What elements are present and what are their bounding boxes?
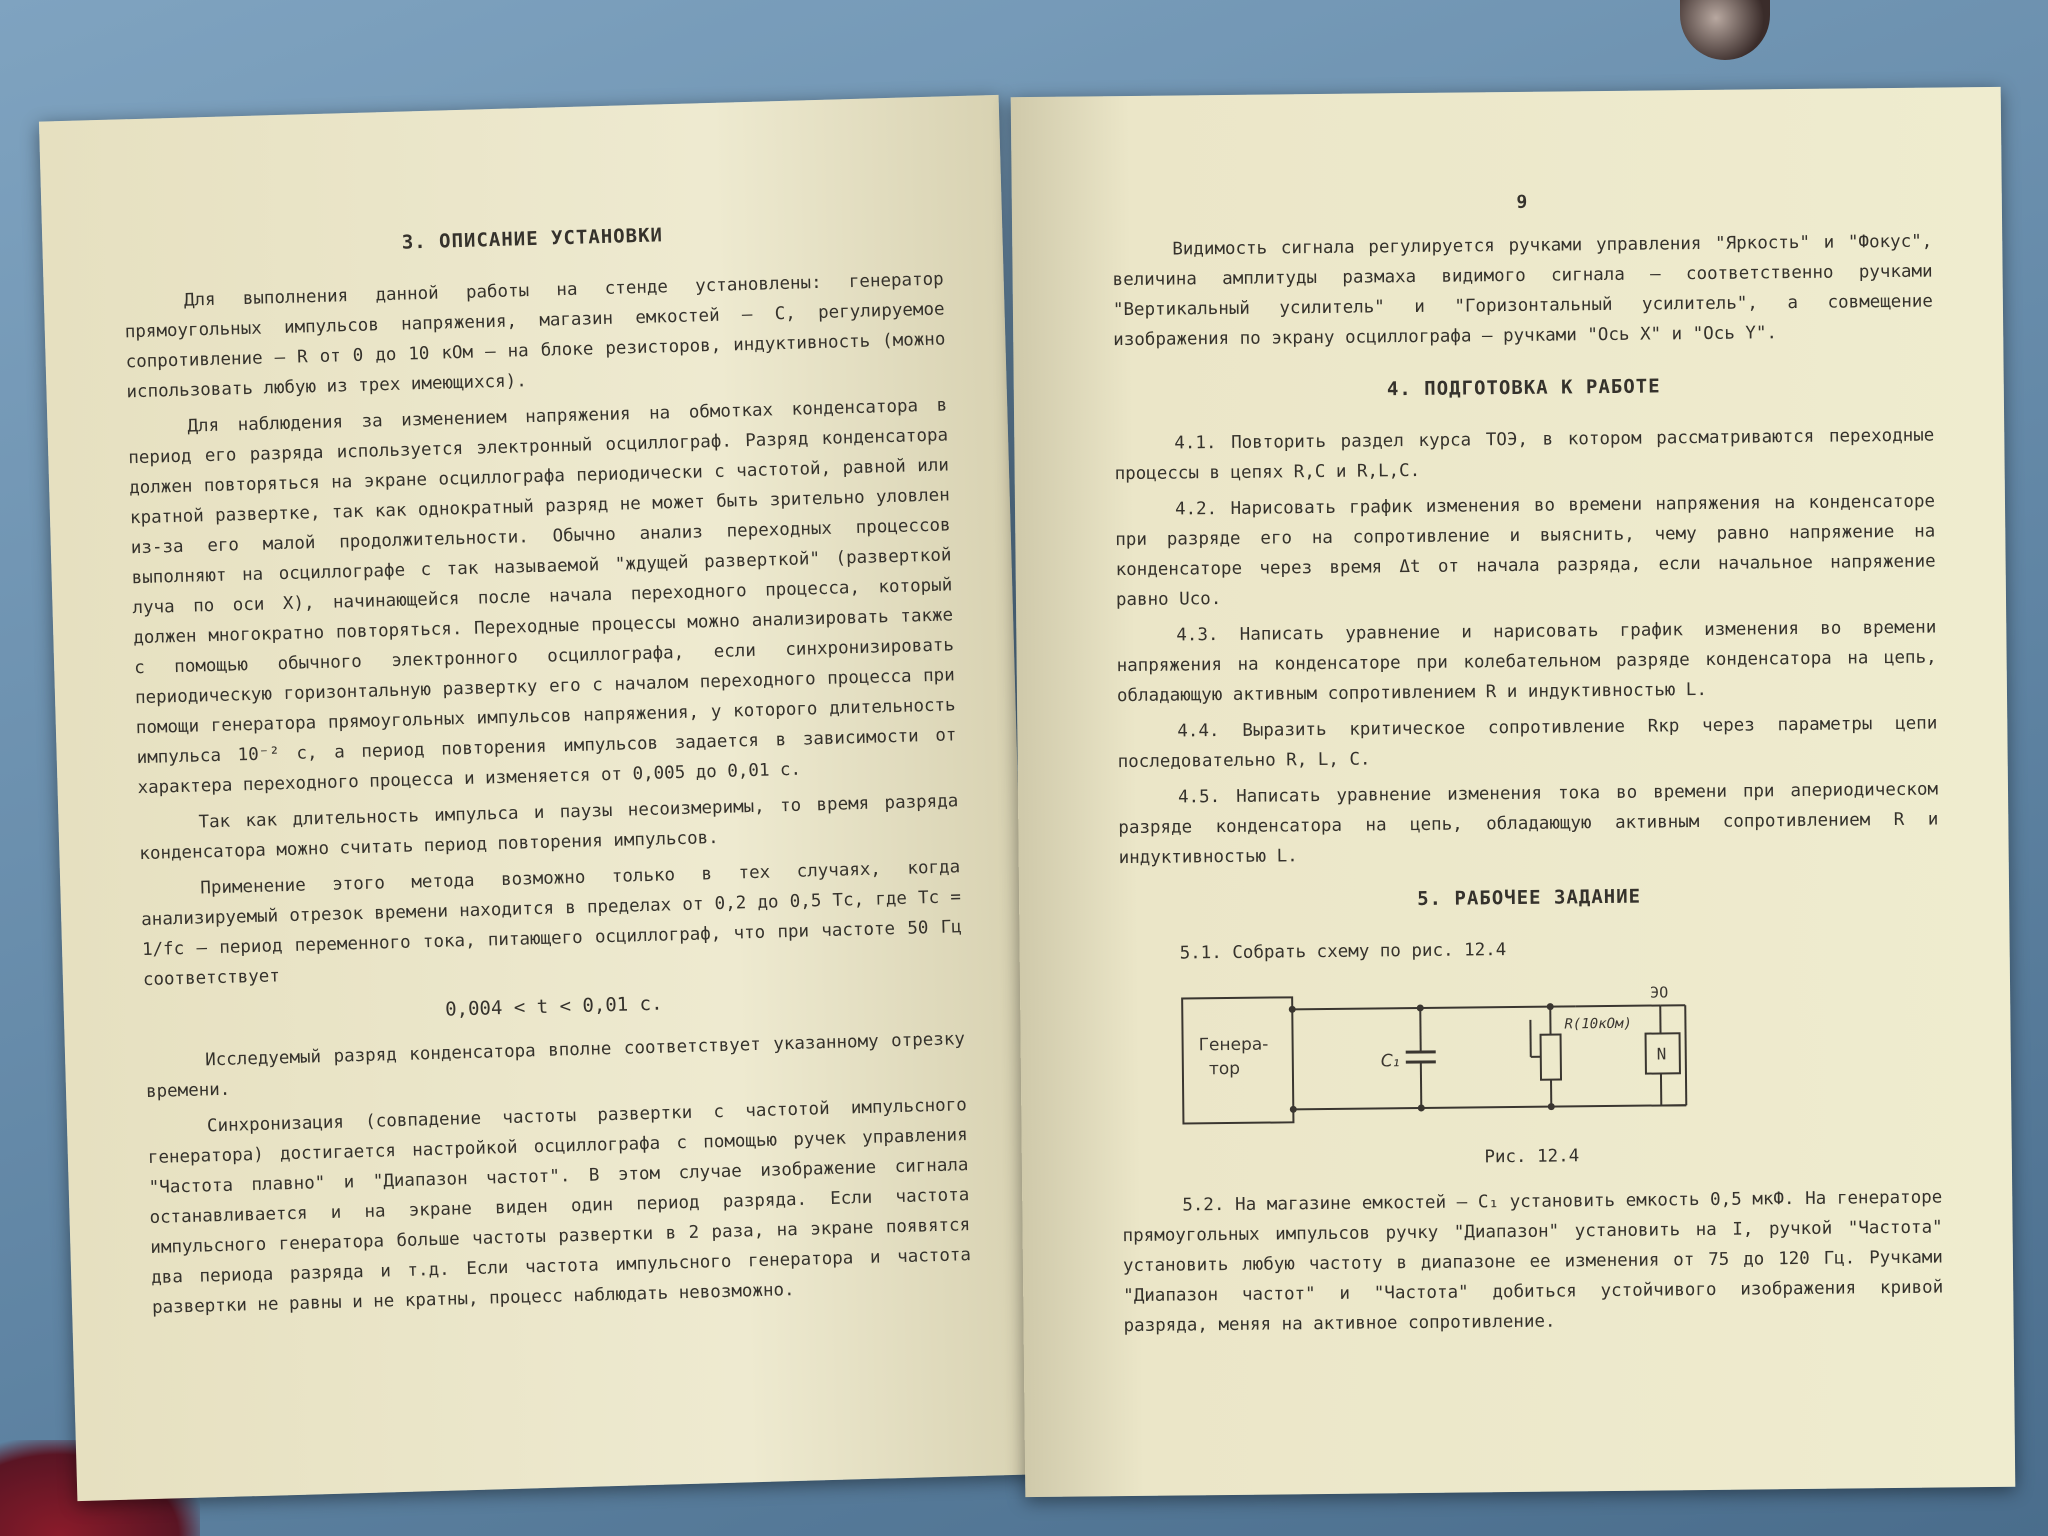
junction-dot	[1417, 1004, 1424, 1011]
circuit-svg	[1180, 983, 1702, 1138]
figure-caption: Рис. 12.4	[1484, 1146, 1580, 1168]
list-item: 5.1. Собрать схему по рис. 12.4	[1179, 940, 1507, 964]
list-item: 4.4. Выразить критическое сопротивление Rкр через параметры цепи последовательно R, L, C.	[1117, 713, 1938, 773]
junction-dot	[1418, 1104, 1425, 1111]
paragraph: Для наблюдения за изменением напряжения на обмотках конденсатора в период его разряда используется электронный осциллограф. Разряд конденсатора должен повторяться на экране осциллографа периодически с частотой, равной или кратной развертке, так как однократный разряд не может быть зрительно уловлен из-за его малой продолжительности. Обычно анализ переходных процессов выполняют на осциллографе с так называемой "ждущей разверткой" (разверткой луча по оси X), начинающейся после начала переходного процесса, который должен многократно повторяться. Переходные процессы можно анализировать также с помощью обычного электронного осциллографа, если синхронизировать периодическую горизонтальную развертку его с началом переходного процесса при помощи генератора прямоугольных импульсов напряжения, у которого длительность импульса 10⁻² с, а период повторения импульсов задается в зависимости от характера переходного процесса и изменяется от 0,005 до 0,01 с.	[128, 395, 957, 799]
left-page-content	[122, 216, 972, 1328]
section-3-heading: 3. ОПИСАНИЕ УСТАНОВКИ	[401, 224, 664, 254]
resistor-label: R(10кОм)	[1564, 1015, 1632, 1033]
oscilloscope-label: ЭО	[1650, 983, 1669, 1002]
time-range-formula: 0,004 < t < 0,01 с.	[444, 992, 663, 1021]
circuit-diagram	[1180, 981, 1942, 1143]
generator-label-2: тор	[1208, 1058, 1241, 1080]
right-page	[1011, 87, 2016, 1497]
paragraph: Так как длительность импульса и паузы несоизмеримы, то время разряда конденсатора можно считать период повторения импульсов.	[139, 791, 959, 865]
paragraph: Синхронизация (совпадение частоты развертки с частотой импульсного генератора) достигается настройкой осциллографа с помощью ручек управления "Частота плавно" и "Диапазон частот". В этом случае изображение сигнала останавливается и на экране виден один период разряда. Если частота импульсного генератора больше частоты развертки в 2 раза, на экране появятся два периода разряда и т.д. Если частота импульсного генератора и частота развертки не равны и не кратны, процесс наблюдать невозможно.	[147, 1095, 972, 1318]
section-4-heading: 4. ПОДГОТОВКА К РАБОТЕ	[1386, 375, 1661, 401]
generator-label-1: Генера-	[1198, 1034, 1269, 1056]
list-item: 4.5. Написать уравнение изменения тока во времени при апериодическом разряде конденсатора на цепь, обладающую активным сопротивлением R и индуктивностью L.	[1118, 779, 1939, 869]
page-number: 9	[1516, 191, 1528, 213]
paragraph: Применение этого метода возможно только в тех случаях, когда анализируемый отрезок времени находится в пределах от 0,2 до 0,5 Tc, где Tc = 1/fc – период переменного тока, питающего осциллограф, что при частоте 50 Гц соответствует	[140, 857, 963, 991]
junction-dot	[1548, 1103, 1555, 1110]
terminal-dot	[1289, 1006, 1296, 1013]
list-item: 4.2. Нарисовать график изменения во времени напряжения на конденсаторе при разряде его на сопротивление и выяснить, чему равно напряжение на конденсаторе через время Δt от начала разряда, если начальное напряжение равно Uco.	[1115, 491, 1936, 611]
right-page-content	[1112, 188, 1944, 1348]
list-item: 4.3. Написать уравнение и нарисовать график изменения во времени напряжения на конденсаторе при колебательном разряде конденсатора на цепь, обладающую активным сопротивлением R и индуктивностью L.	[1116, 617, 1937, 707]
paragraph: Видимость сигнала регулируется ручками управления "Яркость" и "Фокус", величина амплитуды размаха видимого сигнала – соответственно ручками "Вертикальный усилитель" и "Горизонтальный усилитель", а совмещение изображения по экрану осциллографа – ручками "Ось X" и "Ось Y".	[1112, 231, 1933, 351]
section-5-heading: 5. РАБОЧЕЕ ЗАДАНИЕ	[1417, 885, 1642, 911]
left-page	[39, 95, 1037, 1501]
list-item: 5.2. На магазине емкостей – C₁ установить емкость 0,5 мкФ. На генераторе прямоугольных импульсов ручку "Диапазон" установить на I, ручкой "Частота" установить любую частоту в диапазоне ее изменения от 75 до 120 Гц. Ручками "Диапазон частот" и "Частота" добиться устойчивого изображения кривой разряда, меняя на активное сопротивление.	[1122, 1187, 1944, 1337]
oscilloscope-symbol: N	[1656, 1044, 1667, 1064]
junction-dot	[1547, 1003, 1554, 1010]
paragraph: Исследуемый разряд конденсатора вполне соответствует указанному отрезку времени.	[145, 1029, 966, 1103]
capacitor-label: C₁	[1380, 1051, 1400, 1072]
paragraph: Для выполнения данной работы на стенде установлены: генератор прямоугольных импульсов напряжения, магазин емкостей – C, регулируемое сопротивление – R от 0 до 10 кОм – на блоке резисторов, индуктивность (можно использовать любую из трех имеющихся).	[124, 269, 946, 403]
terminal-dot	[1290, 1106, 1297, 1113]
list-item: 4.1. Повторить раздел курса ТОЭ, в котором рассматриваются переходные процессы в цепях R,C и R,L,C.	[1114, 425, 1935, 485]
